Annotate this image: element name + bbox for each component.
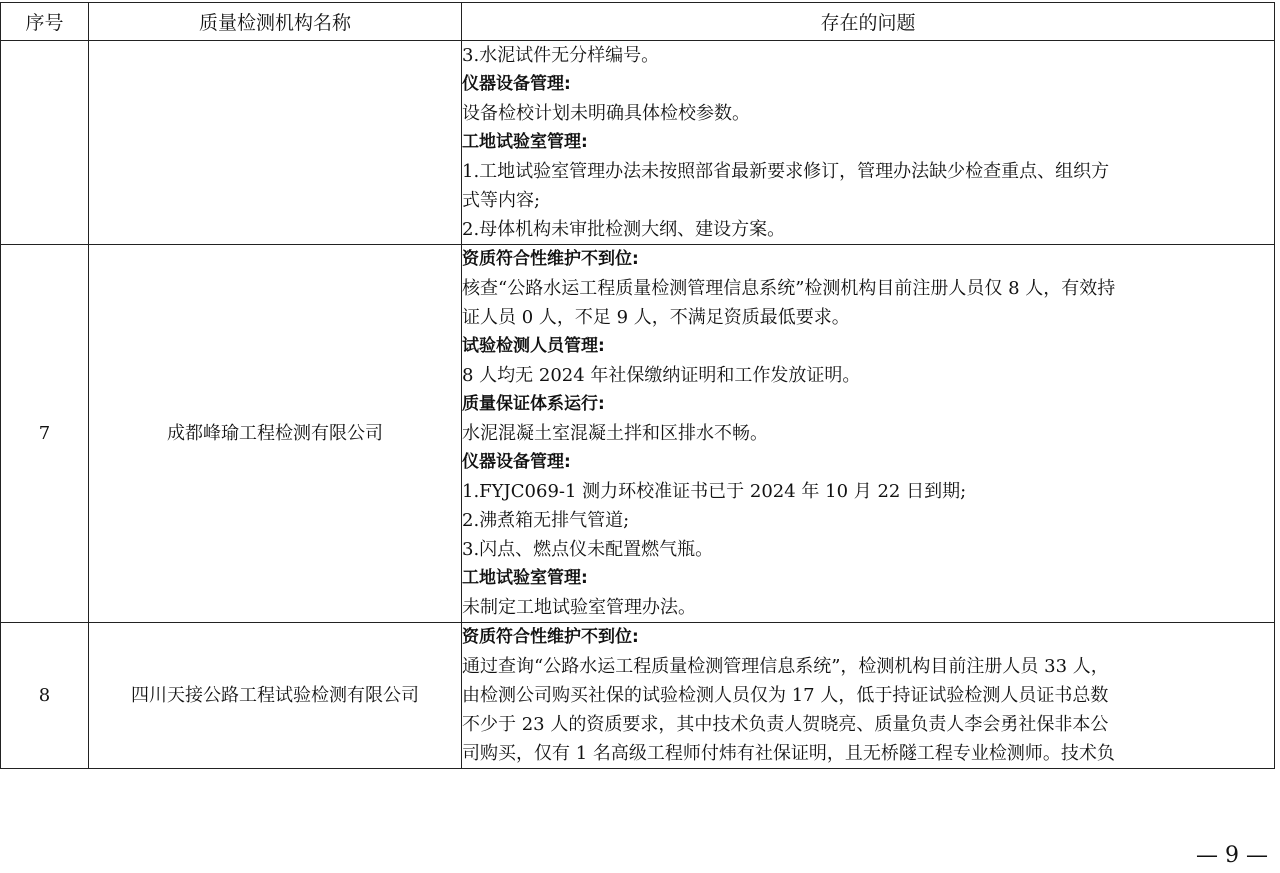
issue-category-heading: 工地试验室管理: (462, 132, 588, 152)
header-organization-name: 质量检测机构名称 (89, 3, 462, 41)
organization-name-cell: 四川天接公路工程试验检测有限公司 (89, 623, 462, 769)
issue-category-heading: 工地试验室管理: (462, 568, 588, 588)
issue-text-line: 3.水泥试件无分样编号。 (462, 45, 660, 66)
issue-text-line: 设备检校计划未明确具体检校参数。 (462, 103, 750, 124)
table-body (1, 41, 1275, 769)
serial-number-cell: 7 (1, 245, 89, 623)
issues-cell (462, 245, 1275, 623)
header-serial-number: 序号 (1, 3, 89, 41)
issue-text-line: 核查“公路水运工程质量检测管理信息系统”检测机构目前注册人员仅 8 人，有效持 (462, 278, 1116, 299)
issue-text-line: 1.工地试验室管理办法未按照部省最新要求修订，管理办法缺少检查重点、组织方 (462, 161, 1110, 182)
serial-number-cell (1, 41, 89, 245)
issue-text-line: 未制定工地试验室管理办法。 (462, 597, 696, 618)
issue-text-line: 通过查询“公路水运工程质量检测管理信息系统”，检测机构目前注册人员 33 人， (462, 656, 1109, 677)
issues-cell (462, 41, 1275, 245)
issue-text-line: 1.FYJC069-1 测力环校准证书已于 2024 年 10 月 22 日到期; (462, 481, 967, 502)
issue-text-line: 式等内容; (462, 190, 541, 211)
issue-text-line: 3.闪点、燃点仪未配置燃气瓶。 (462, 539, 714, 560)
issue-text-line: 由检测公司购买社保的试验检测人员仅为 17 人，低于持证试验检测人员证书总数 (462, 685, 1109, 706)
issues-cell (462, 623, 1275, 769)
issue-category-heading: 资质符合性维护不到位: (462, 627, 639, 647)
issue-category-heading: 仪器设备管理: (462, 452, 571, 472)
issue-text-line: 证人员 0 人，不足 9 人，不满足资质最低要求。 (462, 307, 850, 328)
issue-category-heading: 仪器设备管理: (462, 74, 571, 94)
issue-text-line: 水泥混凝土室混凝土拌和区排水不畅。 (462, 423, 768, 444)
issue-text-line: 8 人均无 2024 年社保缴纳证明和工作发放证明。 (462, 365, 861, 386)
table-row (1, 623, 1275, 769)
serial-number-cell: 8 (1, 623, 89, 769)
organization-name-cell (89, 41, 462, 245)
issue-text-line: 2.母体机构未审批检测大纲、建设方案。 (462, 219, 786, 240)
table-row (1, 41, 1275, 245)
issue-text-line: 2.沸煮箱无排气管道; (462, 510, 630, 531)
header-issues: 存在的问题 (462, 3, 1275, 41)
table-header-row (1, 3, 1275, 41)
organization-name-cell: 成都峰瑜工程检测有限公司 (89, 245, 462, 623)
issue-category-heading: 试验检测人员管理: (462, 336, 605, 356)
page-number: — 9 — (1196, 843, 1268, 868)
issue-category-heading: 资质符合性维护不到位: (462, 249, 639, 269)
issue-category-heading: 质量保证体系运行: (462, 394, 605, 414)
issue-text-line: 司购买，仅有 1 名高级工程师付炜有社保证明，且无桥隧工程专业检测师。技术负 (462, 743, 1115, 764)
issue-text-line: 不少于 23 人的资质要求，其中技术负责人贺晓亮、质量负责人李会勇社保非本公 (462, 714, 1109, 735)
inspection-table (0, 2, 1275, 769)
table-row (1, 245, 1275, 623)
